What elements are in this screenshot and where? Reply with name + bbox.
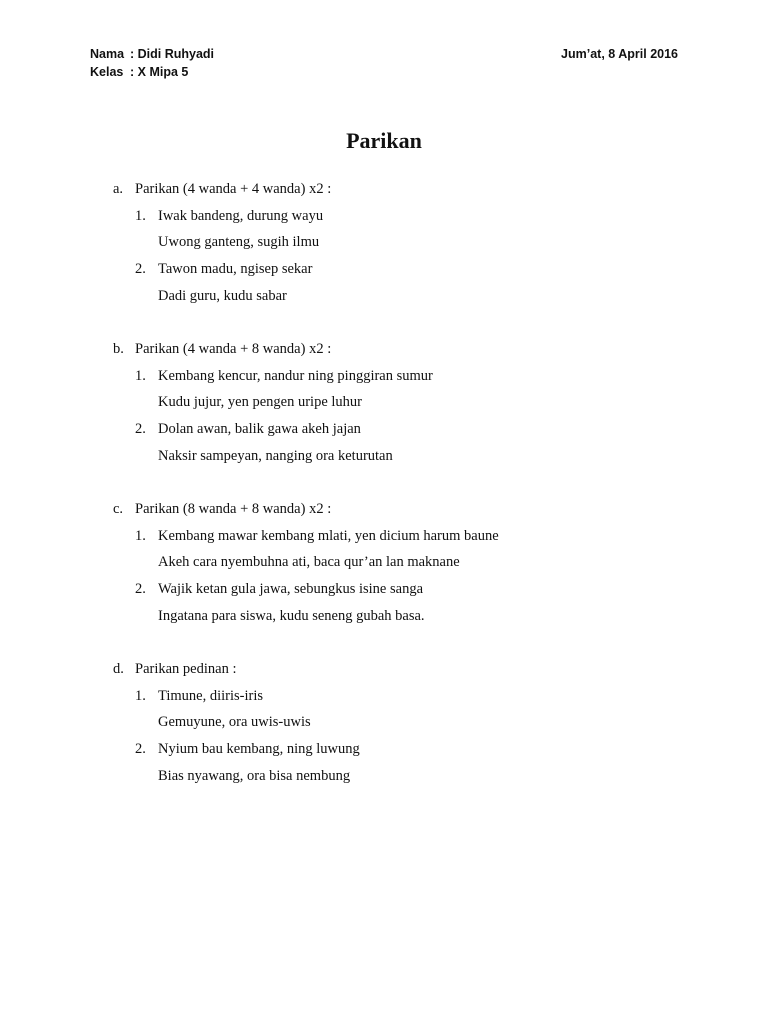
item-number: 2. [135, 740, 146, 757]
verse-line-1: Iwak bandeng, durung wayu [158, 207, 324, 224]
list-item [113, 365, 673, 392]
section-c [113, 498, 673, 631]
item-number: 2. [135, 261, 146, 278]
verse-line-2: Uwong ganteng, sugih ilmu [158, 234, 320, 251]
section-heading-text: Parikan (4 wanda + 4 wanda) x2 : [135, 181, 332, 197]
verse-line-1: Nyium bau kembang, ning luwung [158, 740, 360, 757]
verse-line-2: Kudu jujur, yen pengen uripe luhur [158, 394, 362, 411]
section-marker: c. [113, 500, 124, 517]
section-heading-text: Parikan pedinan : [135, 660, 237, 677]
class-value: : X Mipa 5 [130, 65, 189, 79]
verse-line-1: Wajik ketan gula jawa, sebungkus isine sanga [158, 580, 424, 597]
verse-line-2: Gemuyune, ora uwis-uwis [158, 714, 311, 731]
verse-line-1: Timune, diiris-iris [158, 687, 264, 704]
list-item [113, 738, 673, 765]
verse-line-2: Akeh cara nyembuhna ati, baca qur’an lan maknane [158, 554, 460, 571]
verse-line-2: Naksir sampeyan, nanging ora keturutan [158, 447, 393, 464]
document-header [90, 45, 678, 81]
section-marker: d. [113, 660, 124, 677]
section-heading-text: Parikan (4 wanda + 8 wanda) x2 : [135, 340, 332, 357]
list-item [113, 685, 673, 712]
name-label: Nama [90, 47, 125, 61]
verse-line-2: Ingatana para siswa, kudu seneng gubah basa. [158, 607, 425, 624]
verse-line-2: Dadi guru, kudu sabar [158, 287, 287, 304]
section-a [113, 178, 673, 311]
section-marker: b. [113, 340, 124, 357]
list-item [113, 205, 673, 232]
verse-line-1: Kembang kencur, nandur ning pinggiran sumur [158, 367, 433, 384]
class-row [90, 63, 678, 81]
document-date: Jum’at, 8 April 2016 [561, 47, 678, 61]
item-number: 2. [135, 421, 146, 437]
list-item [113, 418, 673, 445]
section-heading-text: Parikan (8 wanda + 8 wanda) x2 : [135, 500, 332, 517]
verse-line-1: Tawon madu, ngisep sekar [158, 261, 313, 278]
section-marker: a. [113, 181, 124, 197]
section-heading [113, 178, 673, 205]
item-number: 1. [135, 527, 146, 544]
name-value: : Didi Ruhyadi [130, 47, 215, 61]
item-number: 1. [135, 367, 146, 384]
item-number: 2. [135, 580, 146, 597]
verse-line-1: Dolan awan, balik gawa akeh jajan [158, 421, 361, 437]
section-heading [113, 498, 673, 525]
item-number: 1. [135, 687, 146, 704]
section-heading [113, 658, 673, 685]
list-item [113, 525, 673, 552]
list-item [113, 578, 673, 605]
section-heading [113, 338, 673, 365]
verse-line-1: Kembang mawar kembang mlati, yen dicium harum baune [158, 527, 499, 544]
section-b [113, 338, 673, 471]
section-d [113, 658, 673, 791]
verse-line-2: Bias nyawang, ora bisa nembung [158, 767, 351, 784]
class-label: Kelas [90, 65, 124, 79]
item-number: 1. [135, 207, 146, 224]
page-title: Parikan [346, 128, 422, 153]
list-item [113, 258, 673, 285]
document-body [113, 178, 673, 818]
